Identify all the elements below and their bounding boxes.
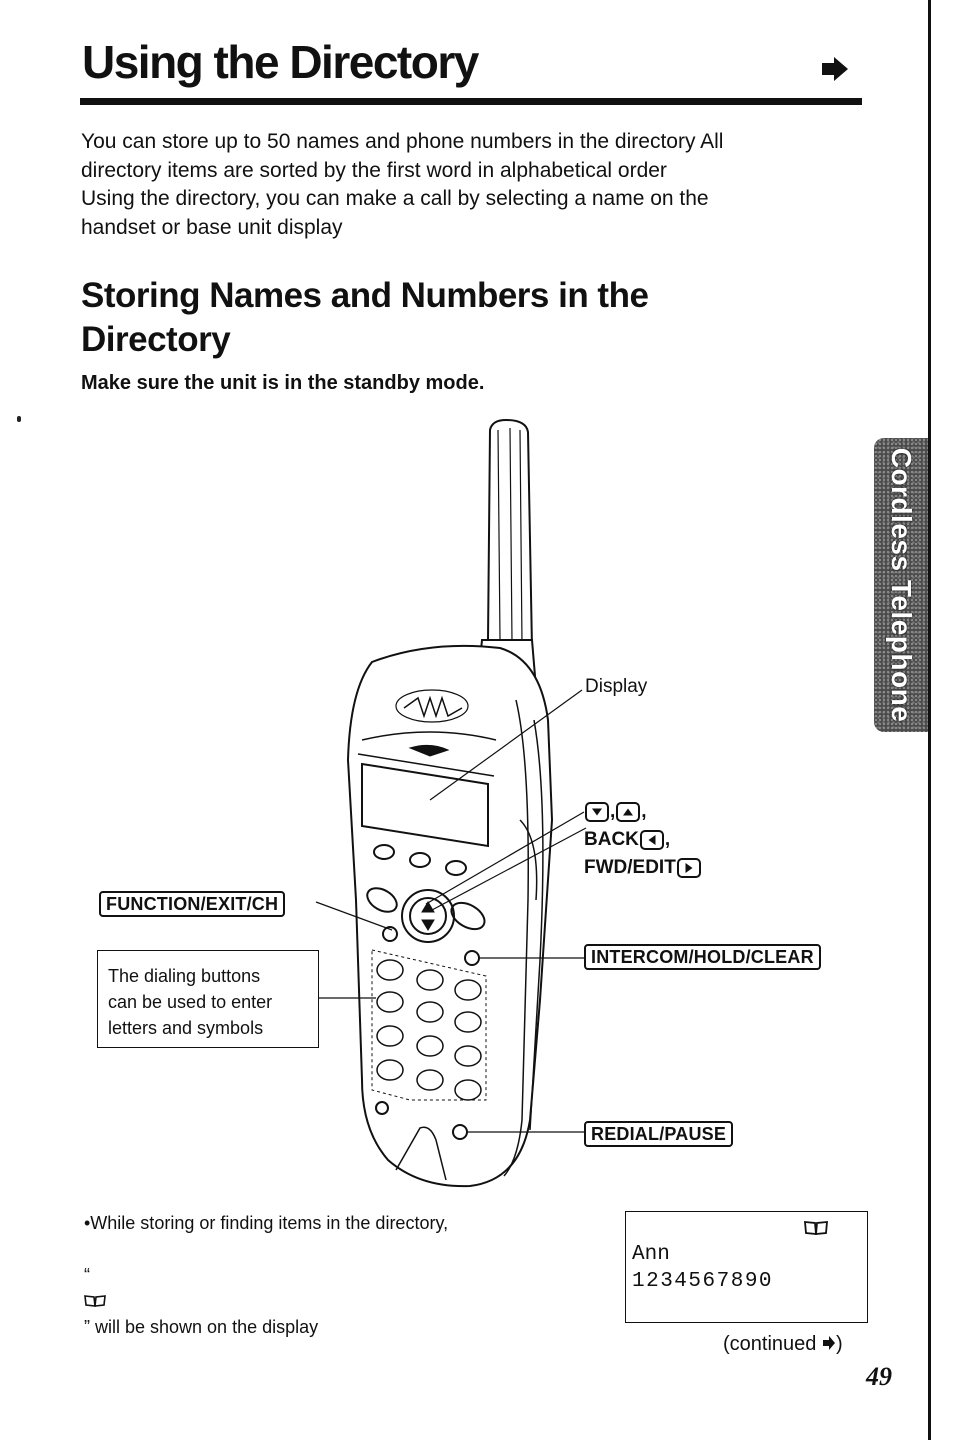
page-number: 49 [866, 1362, 892, 1391]
page-title: Using the Directory [82, 36, 478, 88]
display-callout: Display [585, 676, 648, 697]
dialing-note-line: letters and symbols [108, 1018, 264, 1038]
up-key-icon [616, 802, 640, 822]
side-tab-label: Cordless Telephone [886, 447, 917, 723]
key-separator: , [664, 829, 671, 850]
dialing-buttons-note [97, 950, 319, 1048]
back-key-row [584, 826, 702, 854]
note-line-2: “ ” will be shown on the display [84, 1265, 319, 1337]
down-key-icon [585, 802, 609, 822]
note-line-1: •While storing or finding items in the directory, [84, 1213, 449, 1233]
intercom-hold-clear-button-label: INTERCOM/HOLD/CLEAR [584, 944, 821, 970]
continue-arrow-icon [822, 1336, 836, 1350]
intro-line: directory items are sorted by the first word in alphabetical order [81, 158, 667, 182]
scroll-keys-row [584, 798, 702, 826]
back-key-label: BACK [584, 829, 639, 850]
lcd-number: 1234567890 [632, 1270, 774, 1293]
dialing-note-line: The dialing buttons [108, 966, 261, 986]
fwd-edit-key-label: FWD/EDIT [584, 857, 676, 878]
fwd-key-row [584, 854, 702, 882]
right-key-icon [677, 858, 701, 878]
redial-pause-button-label: REDIAL/PAUSE [584, 1121, 733, 1147]
dialing-note-line: can be used to enter [108, 992, 273, 1012]
continued-note: (continued ) [723, 1333, 843, 1355]
function-exit-ch-button-label: FUNCTION/EXIT/CH [99, 891, 285, 917]
intro-line: handset or base unit display [81, 215, 343, 239]
directory-icon-note [84, 1210, 448, 1340]
intro-line: You can store up to 50 names and phone numbers in the directory All [81, 130, 724, 153]
standby-note: Make sure the unit is in the standby mode. [81, 372, 485, 394]
left-key-icon [640, 830, 664, 850]
key-separator: , [610, 801, 616, 822]
key-separator: , [641, 801, 647, 822]
navigation-keys-label [584, 798, 702, 882]
directory-book-icon [84, 1294, 106, 1308]
section-title: Storing Names and Numbers in the Directory [81, 276, 649, 359]
intro-line: Using the directory, you can make a call by selecting a name on the [81, 187, 709, 210]
lcd-name: Ann [632, 1243, 670, 1266]
lcd-display-example [625, 1211, 868, 1323]
directory-book-icon [804, 1220, 828, 1236]
